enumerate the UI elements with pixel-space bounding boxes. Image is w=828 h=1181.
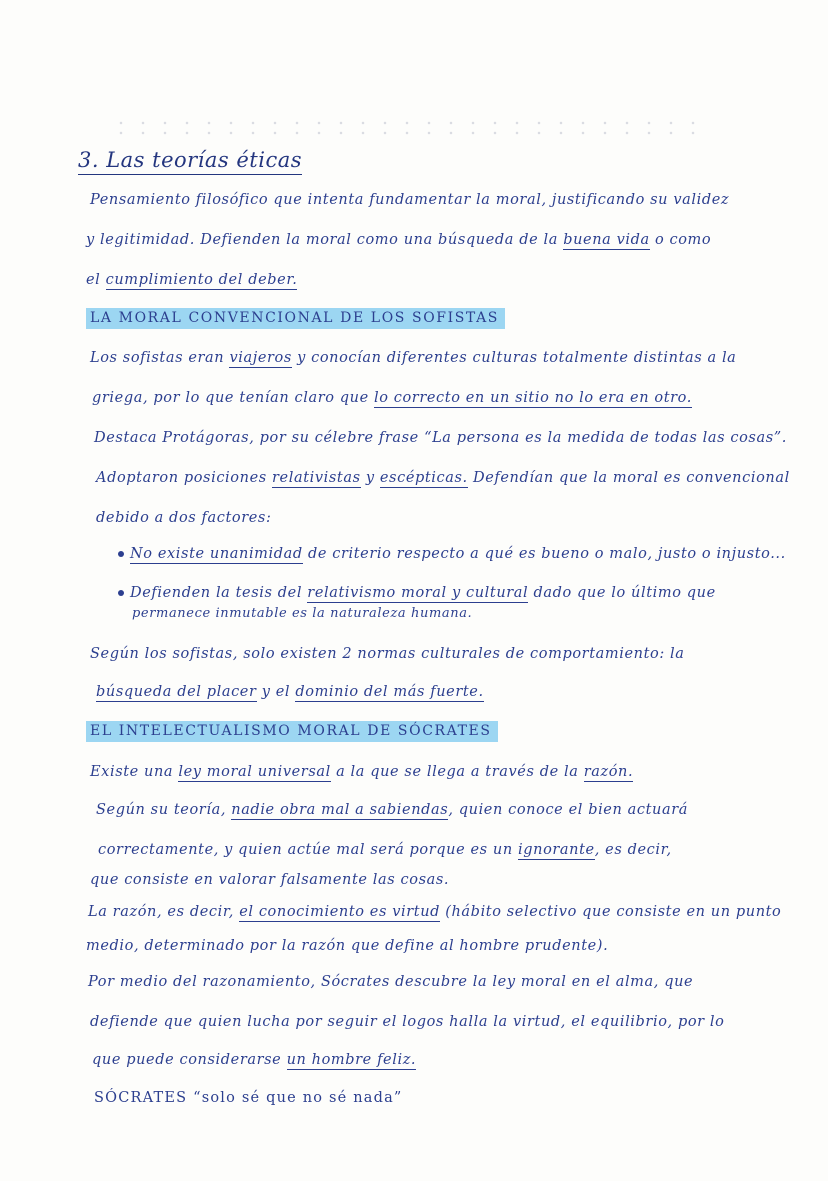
- underlined-term: búsqueda del placer: [96, 684, 257, 700]
- underlined-term: nadie obra mal a sabiendas: [231, 802, 449, 818]
- text: correctamente, y quien actúe mal será porque es un: [98, 842, 519, 858]
- text: o como: [649, 232, 712, 248]
- underlined-term: ley moral universal: [178, 764, 331, 780]
- underlined-term: razón.: [583, 764, 634, 780]
- bullet-item-1: [118, 546, 786, 562]
- socrates-line-4: [90, 872, 449, 888]
- text: Los sofistas eran: [90, 350, 230, 366]
- text: y legitimidad. Defienden la moral como una búsqueda de la: [86, 232, 564, 248]
- text: Adoptaron posiciones: [96, 470, 272, 486]
- bullet-item-2-continued: [132, 606, 472, 621]
- text: dado que lo último que: [528, 585, 716, 601]
- socrates-line-2: [96, 802, 688, 818]
- text: medio, determinado por la razón que define al hombre prudente).: [86, 938, 609, 954]
- underlined-term: buena vida: [563, 232, 650, 248]
- text: Defendían que la moral es convencional: [467, 470, 790, 486]
- underlined-term: el conocimiento es virtud: [239, 904, 441, 920]
- text: y conocían diferentes culturas totalmente distintas a la: [291, 350, 737, 366]
- text: , es decir,: [594, 842, 672, 858]
- underlined-term: relativismo moral y cultural: [307, 585, 529, 601]
- text: SÓCRATES “solo sé que no sé nada”: [94, 1090, 403, 1106]
- text: de criterio respecto a qué es bueno o malo, justo o injusto...: [302, 546, 786, 562]
- text: griega, por lo que tenían claro que: [92, 390, 374, 406]
- sofistas-line-6: [90, 646, 685, 662]
- intro-line-2: [86, 232, 711, 248]
- text: , quien conoce el bien actuará: [448, 802, 688, 818]
- text: debido a dos factores:: [96, 510, 272, 526]
- text: Según los sofistas, solo existen 2 normas culturales de comportamiento: la: [90, 646, 685, 662]
- sofistas-line-3: [94, 430, 787, 446]
- socrates-line-7: [88, 974, 693, 990]
- underlined-term: No existe unanimidad: [130, 546, 303, 562]
- text: el: [86, 272, 106, 288]
- text: que consiste en valorar falsamente las cosas.: [90, 872, 450, 888]
- underlined-term: lo correcto en un sitio no lo era en otro.: [373, 390, 692, 406]
- sofistas-line-4: [96, 470, 790, 486]
- text: y el: [256, 684, 296, 700]
- bullet-icon: [118, 551, 124, 557]
- bullet-icon: [118, 590, 124, 596]
- text: Por medio del razonamiento, Sócrates descubre la ley moral en el alma, que: [88, 974, 694, 990]
- faint-dot-row: [110, 118, 710, 138]
- section-heading-sofistas: LA MORAL CONVENCIONAL DE LOS SOFISTAS: [86, 308, 505, 329]
- intro-line-3: [86, 272, 297, 288]
- underlined-term: ignorante: [518, 842, 595, 858]
- text: Defienden la tesis del: [130, 585, 308, 601]
- text: Según su teoría,: [96, 802, 232, 818]
- text: (hábito selectivo que consiste en un punto: [440, 904, 782, 920]
- underlined-term: escépticas.: [379, 470, 468, 486]
- underlined-term: cumplimiento del deber.: [105, 272, 298, 288]
- text: Existe una: [90, 764, 179, 780]
- socrates-line-6: [86, 938, 608, 954]
- socrates-line-3: [98, 842, 672, 858]
- text: Pensamiento filosófico que intenta fundamentar la moral, justificando su validez: [90, 192, 730, 208]
- underlined-term: un hombre feliz.: [286, 1052, 417, 1068]
- bullet-item-2: [118, 585, 716, 601]
- socrates-line-1: [90, 764, 633, 780]
- sofistas-line-5: [96, 510, 271, 526]
- socrates-line-9: [92, 1052, 416, 1068]
- text: que puede considerarse: [92, 1052, 287, 1068]
- text: La razón, es decir,: [88, 904, 240, 920]
- sofistas-line-7: [96, 684, 484, 700]
- socrates-quote: [94, 1090, 403, 1106]
- section-heading-socrates: EL INTELECTUALISMO MORAL DE SÓCRATES: [86, 721, 498, 742]
- sofistas-line-1: [90, 350, 736, 366]
- page-title: 3. Las teorías éticas: [78, 148, 302, 175]
- text: Destaca Protágoras, por su célebre frase “La persona es la medida de todas las cosas”.: [94, 430, 787, 446]
- socrates-line-8: [90, 1014, 724, 1030]
- text: y: [360, 470, 380, 486]
- socrates-line-5: [88, 904, 781, 920]
- underlined-term: relativistas: [272, 470, 361, 486]
- underlined-term: viajeros: [229, 350, 292, 366]
- underlined-term: dominio del más fuerte.: [295, 684, 484, 700]
- text: defiende que quien lucha por seguir el logos halla la virtud, el equilibrio, por lo: [90, 1014, 725, 1030]
- text: permanece inmutable es la naturaleza humana.: [132, 606, 473, 621]
- text: a la que se llega a través de la: [330, 764, 584, 780]
- intro-line-1: [90, 192, 729, 208]
- sofistas-line-2: [92, 390, 692, 406]
